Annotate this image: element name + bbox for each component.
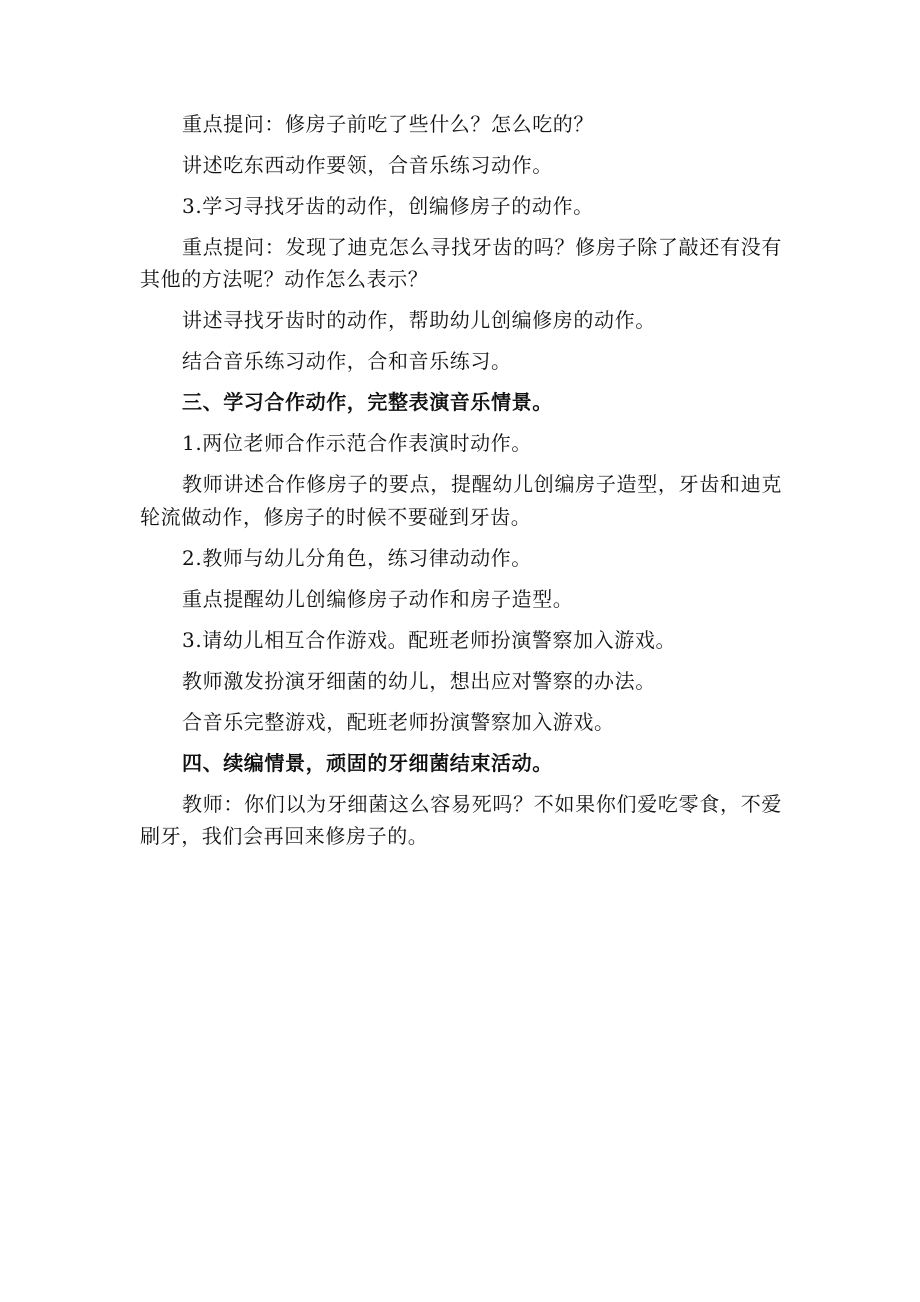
document-body (140, 108, 782, 861)
paragraph-find-teeth-actions: 讲述寻找牙齿时的动作，帮助幼儿创编修房的动作。 (182, 308, 656, 333)
paragraph-question-find-teeth: 重点提问：发现了迪克怎么寻找牙齿的吗？修房子除了敲还有没有其他的方法呢？动作怎么表示？ (140, 235, 782, 292)
paragraph-step-3-game: 3.请幼儿相互合作游戏。配班老师扮演警察加入游戏。 (182, 627, 677, 652)
paragraph-full-game: 合音乐完整游戏，配班老师扮演警察加入游戏。 (182, 709, 615, 734)
paragraph-question-eating: 重点提问：修房子前吃了些什么？怎么吃的？ (182, 112, 594, 136)
paragraph-remind-create: 重点提醒幼儿创编修房子动作和房子造型。 (182, 586, 574, 611)
paragraph-cooperation-points: 教师讲述合作修房子的要点，提醒幼儿创编房子造型，牙齿和迪克轮流做动作，修房子的时候不要碰到牙齿。 (140, 472, 782, 529)
paragraph-music-practice: 结合音乐练习动作，合和音乐练习。 (182, 349, 512, 374)
section-heading-4: 四、续编情景，顽固的牙细菌结束活动。 (182, 750, 553, 775)
paragraph-step-3-find-teeth: 3.学习寻找牙齿的动作，创编修房子的动作。 (182, 194, 594, 218)
paragraph-eating-actions: 讲述吃东西动作要领，合音乐练习动作。 (182, 153, 553, 177)
paragraph-step-1-demo: 1.两位老师合作示范合作表演时动作。 (182, 431, 532, 456)
paragraph-step-2-roles: 2.教师与幼儿分角色，练习律动动作。 (182, 545, 532, 570)
paragraph-inspire-children: 教师激发扮演牙细菌的幼儿，想出应对警察的办法。 (182, 668, 656, 693)
section-heading-3: 三、学习合作动作，完整表演音乐情景。 (182, 390, 553, 415)
paragraph-teacher-closing: 教师：你们以为牙细菌这么容易死吗？不如果你们爱吃零食，不爱刷牙，我们会再回来修房子的。 (140, 791, 782, 849)
